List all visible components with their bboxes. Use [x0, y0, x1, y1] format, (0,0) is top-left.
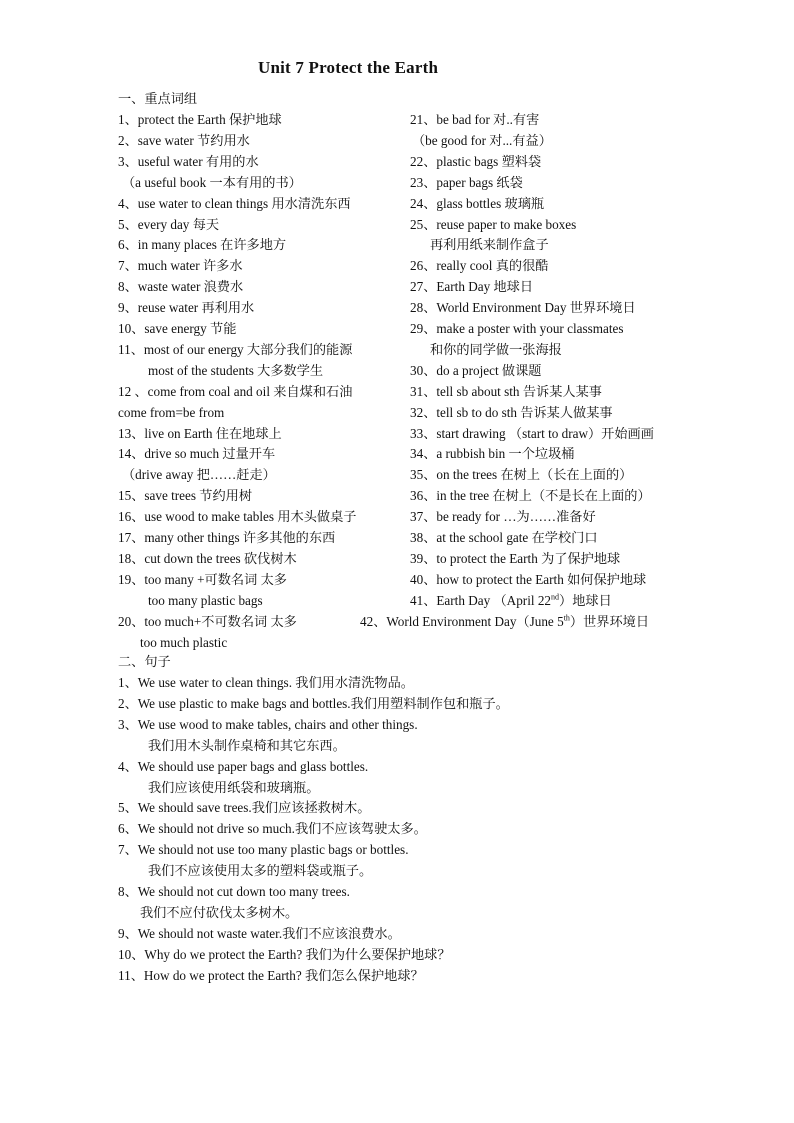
phrase-item: （be good for 对...有益）: [412, 132, 552, 148]
sentence-item: 2、We use plastic to make bags and bottles.我们用塑料制作包和瓶子。: [118, 695, 509, 711]
phrase-item: 24、glass bottles 玻璃瓶: [410, 195, 545, 211]
phrase-item: 17、many other things 许多其他的东西: [118, 530, 336, 545]
section-heading: 一、重点词组: [118, 91, 198, 106]
page-title: Unit 7 Protect the Earth: [258, 58, 439, 77]
sentence-item: 8、We should not cut down too many trees.: [118, 884, 350, 899]
phrase-item: 16、use wood to make tables 用木头做桌子: [118, 509, 357, 525]
phrase-item: 3、useful water 有用的水: [118, 153, 259, 169]
phrase-item: 40、how to protect the Earth 如何保护地球: [410, 571, 647, 587]
sentence-item: 我们应该使用纸袋和玻璃瓶。: [148, 779, 320, 795]
phrase-item: 31、tell sb about sth 告诉某人某事: [410, 383, 602, 399]
sentence-item: 11、How do we protect the Earth? 我们怎么保护地球？: [118, 967, 424, 983]
phrase-item: 4、use water to clean things 用水清洗东西: [118, 195, 351, 211]
phrase-item: 19、too many +可数名词 太多: [118, 571, 287, 587]
phrase-text: 41、Earth Day （April 22: [410, 592, 552, 608]
phrase-item: 35、on the trees 在树上（长在上面的）: [410, 467, 633, 483]
phrase-item: 32、tell sb to do sth 告诉某人做某事: [410, 404, 613, 420]
sentence-item: 4、We should use paper bags and glass bottles.: [118, 758, 369, 774]
phrase-item: [360, 612, 649, 632]
phrase-item: 9、reuse water 再利用水: [118, 300, 255, 316]
phrase-item: [410, 591, 612, 611]
phrase-item: 36、in the tree 在树上（不是长在上面的）: [410, 488, 651, 504]
phrase-item: 和你的同学做一张海报: [430, 341, 562, 357]
sentence-item: 3、We use wood to make tables, chairs and other things.: [118, 716, 418, 732]
phrase-item: 11、most of our energy 大部分我们的能源: [118, 341, 353, 357]
sentence-item: 我们不应该使用太多的塑料袋或瓶子。: [148, 863, 373, 879]
sentence-item: 5、We should save trees.我们应该拯救树木。: [118, 800, 371, 816]
phrase-item: 10、save energy 节能: [118, 321, 237, 336]
ordinal-suffix: nd: [551, 592, 560, 602]
phrase-item: 21、be bad for 对..有害: [410, 112, 540, 127]
sentence-item: 10、Why do we protect the Earth? 我们为什么要保护地球？: [118, 946, 451, 962]
sentence-item: 6、We should not drive so much.我们不应该驾驶太多。: [118, 821, 427, 837]
phrase-item: too much plastic: [140, 634, 228, 650]
phrase-item: 15、save trees 节约用树: [118, 488, 253, 504]
phrase-item: 26、really cool 真的很酷: [410, 258, 549, 274]
phrase-item: 34、a rubbish bin 一个垃圾桶: [410, 446, 575, 462]
phrase-item: 再利用纸来制作盒子: [430, 237, 549, 253]
phrase-text: 42、World Environment Day（June 5: [360, 613, 564, 629]
phrase-item: 39、to protect the Earth 为了保护地球: [410, 550, 621, 566]
phrase-item: 23、paper bags 纸袋: [410, 174, 523, 190]
sentence-item: 1、We use water to clean things. 我们用水清洗物品。: [118, 675, 414, 690]
phrase-item: 2、save water 节约用水: [118, 132, 250, 148]
phrase-item: （drive away 把……赶走）: [122, 467, 276, 483]
phrase-item: 8、waste water 浪费水: [118, 279, 244, 295]
phrase-item: 27、Earth Day 地球日: [410, 279, 534, 295]
phrase-item: too many plastic bags: [148, 592, 263, 608]
phrase-item: 30、do a project 做课题: [410, 362, 542, 378]
phrase-text: ）世界环境日: [569, 613, 650, 629]
phrase-item: 37、be ready for …为……准备好: [410, 509, 596, 525]
sentence-item: 9、We should not waste water.我们不应该浪费水。: [118, 925, 401, 941]
sentence-item: 我们不应付砍伐太多树木。: [140, 904, 299, 920]
phrase-item: most of the students 大多数学生: [148, 362, 324, 378]
sentence-item: 7、We should not use too many plastic bags or bottles.: [118, 842, 409, 858]
phrase-item: 20、too much+不可数名词 太多: [118, 613, 297, 629]
phrase-item: 5、every day 每天: [118, 216, 220, 232]
phrase-item: 13、live on Earth 住在地球上: [118, 425, 282, 441]
phrase-item: 12 、come from coal and oil 来自煤和石油: [118, 383, 353, 399]
phrase-item: （a useful book 一本有用的书）: [122, 174, 302, 190]
phrase-item: 22、plastic bags 塑料袋: [410, 153, 542, 169]
phrase-item: come from=be from: [118, 404, 225, 420]
phrase-item: 28、World Environment Day 世界环境日: [410, 300, 636, 316]
ordinal-suffix: th: [563, 613, 570, 623]
phrase-item: 6、in many places 在许多地方: [118, 237, 287, 253]
phrase-item: 29、make a poster with your classmates: [410, 321, 624, 336]
phrase-item: 25、reuse paper to make boxes: [410, 216, 577, 232]
phrase-item: 38、at the school gate 在学校门口: [410, 530, 598, 545]
phrase-item: 7、much water 许多水: [118, 258, 243, 274]
phrase-item: 33、start drawing （start to draw）开始画画: [410, 425, 654, 441]
phrase-item: 18、cut down the trees 砍伐树木: [118, 550, 297, 566]
sentence-item: 我们用木头制作桌椅和其它东西。: [148, 737, 346, 753]
phrase-item: 14、drive so much 过量开车: [118, 446, 276, 462]
phrase-text: ）地球日: [559, 592, 612, 608]
phrase-item: 1、protect the Earth 保护地球: [118, 112, 282, 127]
section-heading: 二、句子: [118, 654, 171, 669]
